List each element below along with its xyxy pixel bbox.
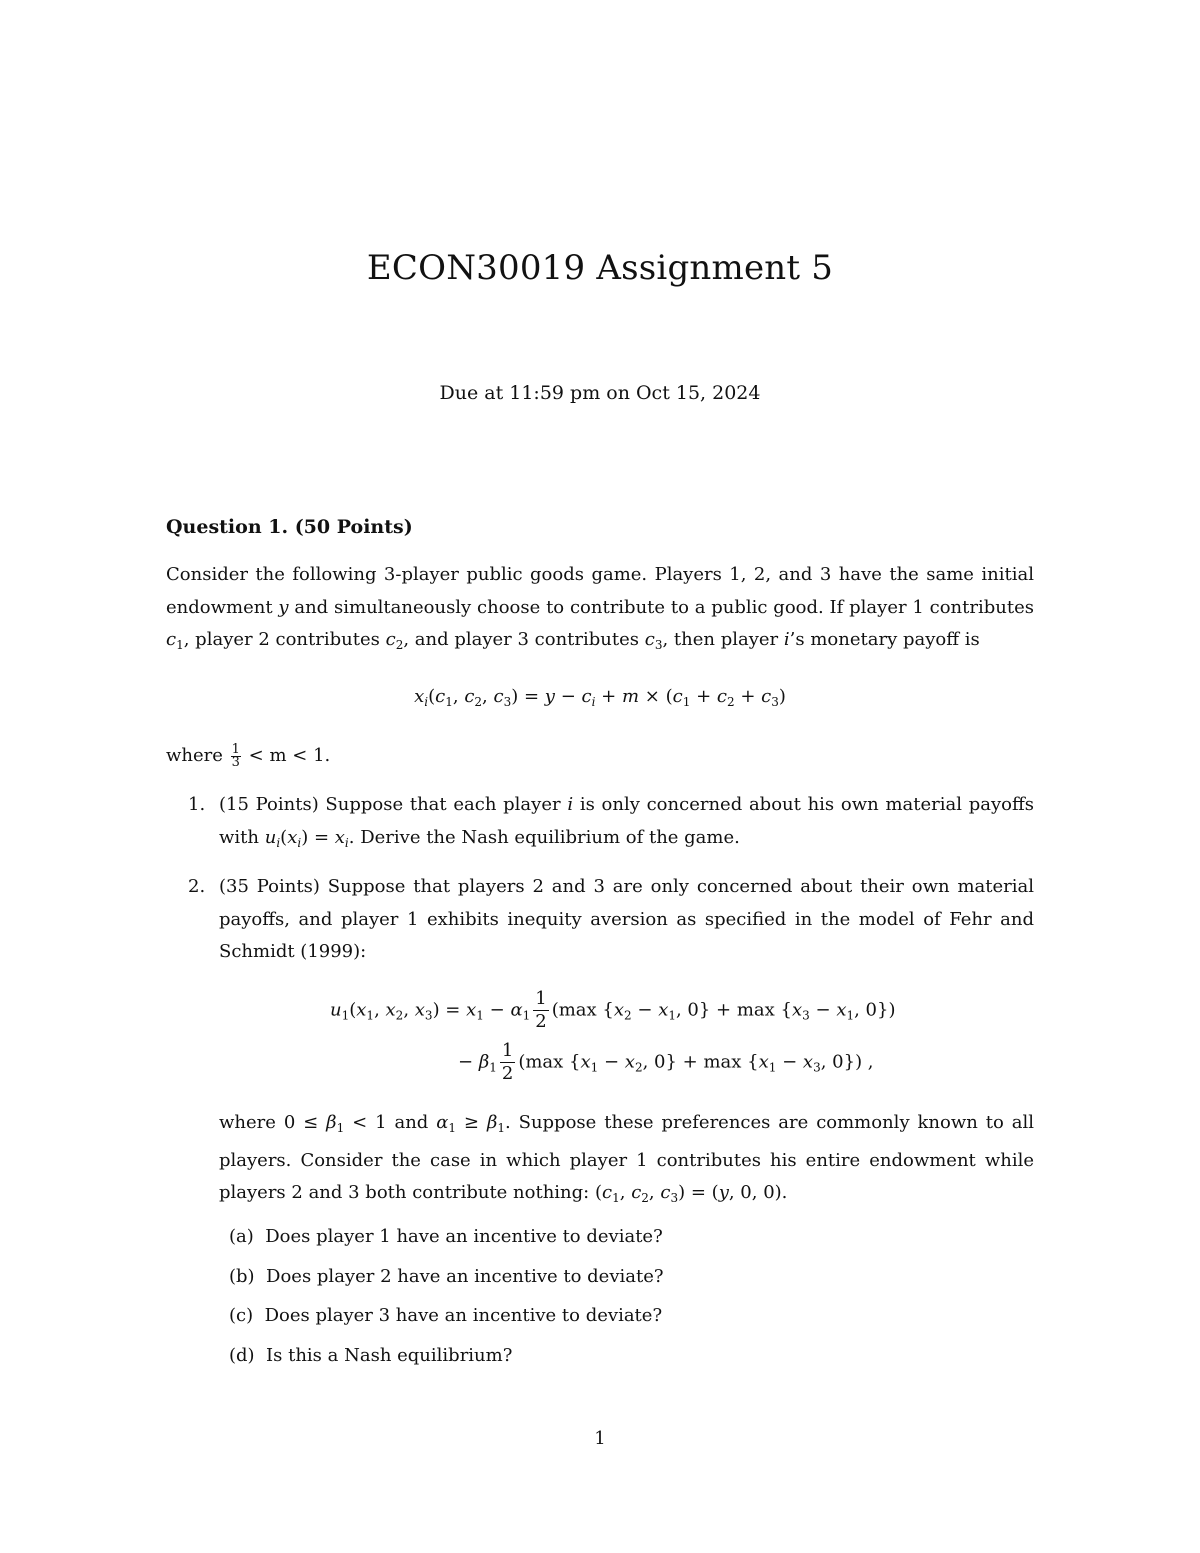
question-item-2-continued: where $0 \le \beta_1 < 1$ and $\alpha_1 \ge \beta_1$. Suppose these preferences are commonly known to all players. Consider the case in which player 1 contributes his entire endowment while players 2 and 3 both contribute nothing: ($c_1$, $c_2$, $c_3) = (y$, 0, 0).: [219, 1112, 1034, 1205]
intro-paragraph: Consider the following 3-player public goods game. Players 1, 2, and 3 have the same initial endowment y and simultaneously choose to contribute to a public good. If player 1 contributes $c_1$, player 2 contributes $c_2$, and player 3 contributes $c_3$, then player i’s monetary payoff is: [166, 564, 1034, 652]
payoff-equation: $x_i(c_1$, $c_2$, $c_3) = y - c_i + m \times (c_1 + c_2 + c_3)$: [414, 686, 786, 709]
sub-item-b: (b) Does player 2 have an incentive to deviate?: [229, 1266, 664, 1287]
question-item-1: 1. (15 Points) Suppose that each player i is only concerned about his own material payoffs with $u_i(x_i) = x_i$. Derive the Nash equilibrium of the game.: [188, 794, 1034, 850]
due-date: Due at 11:59 pm on Oct 15, 2024: [439, 382, 761, 404]
sub-item-d: (d) Is this a Nash equilibrium?: [229, 1345, 513, 1366]
sub-item-a: (a) Does player 1 have an incentive to deviate?: [229, 1226, 663, 1247]
parameter-condition: where $\frac{1}{3}$ < m < 1.: [166, 741, 331, 770]
sub-item-c: (c) Does player 3 have an incentive to deviate?: [229, 1305, 663, 1326]
question-heading: Question 1. (50 Points): [166, 516, 413, 538]
document-page: ECON30019 Assignment 5 Due at 11:59 pm on Oct 15, 2024 Question 1. (50 Points) Consider the following 3-player public goods game. Players 1, 2, and 3 have the same initial endowment y and simultaneously choose to contribute to a public good. If player 1 contributes $c_1$, player 2 contributes $c_2$, and player 3 contributes $c_3$, then player i’s monetary payoff is $x_i(c_1$, $c_2$, $c_3) = y - c_i + m \times (c_1 + c_2 + c_3)$ where $\frac{1}{3}$ < m < 1. 1. (15 Points) Suppose that each player i is only concerned about his own material payoffs with $u_i(x_i) = x_i$. Derive the Nash equilibrium of the game. 2. (35 Points) Suppose that players 2 and 3 are only concerned about their own material payoffs, and player 1 exhibits inequity aversion as specified in the model of Fehr and Schmidt (1999): $u_1(x_1$, $x_2$, $x_3) = x_1 - \alpha_1$ $\frac{1}{2}$ (max {$x_2 - x_1$, $0\} + \max \{x_3 - x_1$, 0}) − $\beta_1$ $\frac{1}{2}$ (max {$x_1 - x_2$, $0\} + \max \{x_1 - x_3$, 0}) , where $0 \le \beta_1 < 1$ and $\alpha_1 \ge \beta_1$. Suppose these preferences are commonly known to all players. Consider the case in which player 1 contributes his entire endowment while players 2 and 3 both contribute nothing: ($c_1$, $c_2$, $c_3) = (y$, 0, 0). (a) Does player 1 have an incentive to deviate? (b) Does player 2 have an incentive to deviate? (c) Does player 3 have an incentive to deviate? (d) Is this a Nash equilibrium? 1: [0, 0, 1200, 1553]
page-title: ECON30019 Assignment 5: [366, 248, 834, 288]
page-number: 1: [594, 1428, 606, 1449]
question-item-2: 2. (35 Points) Suppose that players 2 and 3 are only concerned about their own material payoffs, and player 1 exhibits inequity aversion as specified in the model of Fehr and Schmidt (1999):: [188, 876, 1034, 962]
